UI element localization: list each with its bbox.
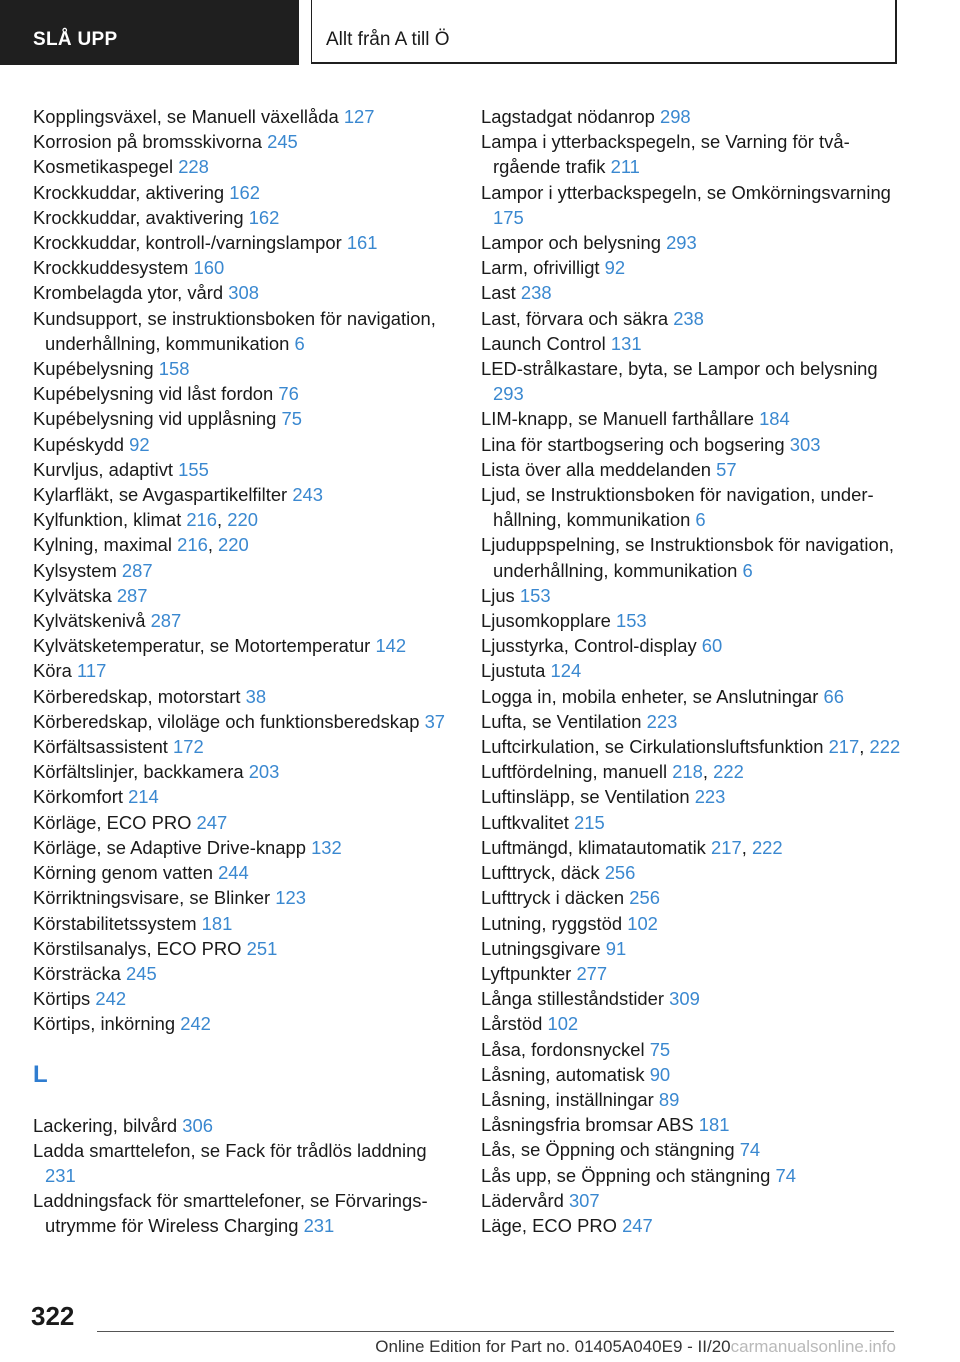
page-ref-link[interactable]: 142 [375,635,407,657]
index-entry-term: Lufttryck i däcken [481,887,625,909]
page-ref-link[interactable]: 293 [493,383,524,405]
page-ref-link[interactable]: 123 [275,887,306,909]
index-entry-term: Körkomfort [33,786,123,808]
page-ref-link[interactable]: 91 [605,937,627,959]
index-entry-term: Lampor i ytterbackspegeln, se Omkörningsvarning [481,181,891,203]
index-entry-term: Lampa i ytterbackspegeln, se Varning för tvårgående trafik [481,131,850,178]
page-ref-link[interactable]: 293 [666,232,697,254]
index-entry [33,1113,453,1138]
index-entry-term: Körstilsanalys, ECO PRO [33,937,242,959]
page-ref-link[interactable]: 38 [245,685,267,707]
index-entry-term: Ljusstyrka, Control-display [481,635,697,657]
page-ref-link[interactable]: 162 [229,181,260,203]
index-entry-term: Körläge, se Adaptive Drive-knapp [33,836,306,858]
index-entry [481,129,901,179]
index-entry-term: Luftmängd, klimatautomatik [481,836,706,858]
index-entry-term: Luftkvalitet [481,811,569,833]
index-entry-term: Last, förvara och säkra [481,307,669,329]
page-ref-link[interactable]: 131 [610,332,642,354]
index-entry-term: Krombelagda ytor, vård [33,282,224,304]
index-entry [481,255,901,280]
index-entry [33,482,453,507]
page-ref-link[interactable]: 303 [789,433,821,455]
index-entry [481,658,901,683]
index-entry [481,356,901,406]
index-entry-term: Lyftpunkter [481,962,572,984]
index-entry-term: Köra [33,660,72,682]
index-entry-term: Körfältsassistent [33,736,168,758]
index-entry [481,860,901,885]
page-ref-link[interactable]: 162 [248,206,280,228]
index-entry [481,1087,901,1112]
index-entry [33,860,453,885]
page-ref-link[interactable]: 6 [695,509,706,531]
index-entry-term: Körning genom vatten [33,862,213,884]
index-entry [33,558,453,583]
index-entry-term: Ljusomkopplare [481,610,611,632]
page-ref-link[interactable]: 228 [178,156,209,178]
page-ref-link[interactable]: 181 [201,912,233,934]
page-ref-link[interactable]: 153 [615,610,647,632]
page-ref-link[interactable]: 66 [823,685,844,707]
index-entry-term: Lädervård [481,1189,564,1211]
index-entry [33,784,453,809]
index-entry-term: Ljustuta [481,660,546,682]
page-ref-link[interactable]: 90 [649,1063,671,1085]
index-entry [481,835,901,860]
page-ref-link[interactable]: 160 [193,257,225,279]
index-entry [33,129,453,154]
index-entry-term: Kupéskydd [33,433,124,455]
page-ref-link[interactable]: 223 [646,710,678,732]
index-entry [481,104,901,129]
page-ref-separator: , [741,836,752,858]
index-entry [481,406,901,431]
page-ref-link[interactable]: 203 [248,761,280,783]
index-entry [481,684,901,709]
page-ref-link[interactable]: 184 [759,408,790,430]
index-entry [481,734,901,759]
index-entry [33,154,453,179]
index-entry [33,1188,453,1238]
page-ref-link[interactable]: 132 [311,836,342,858]
index-entry [481,961,901,986]
page-ref-link[interactable]: 298 [659,106,691,127]
page-ref-separator: , [217,509,228,531]
index-entry [481,1137,901,1162]
index-entry-term: Kopplingsväxel, se Manuell växellåda [33,106,339,127]
index-entry-term: Kylfunktion, klimat [33,509,182,531]
index-entry [33,709,453,734]
index-entry-term: Körriktningsvisare, se Blinker [33,887,271,909]
page-ref-link[interactable]: 308 [228,282,259,304]
page-ref-separator: , [859,736,870,758]
page-ref-link[interactable]: 217 [828,736,860,758]
index-entry [33,255,453,280]
index-entry-term: Långa stilleståndstider [481,988,664,1010]
index-entry [481,1163,901,1188]
index-entry [481,230,901,255]
page-ref-link[interactable]: 256 [604,862,636,884]
index-entry-term: Lista över alla meddelanden [481,458,712,480]
index-entry-term: Kurvljus, adaptivt [33,458,174,480]
page-ref-link[interactable]: 216 [177,534,208,556]
index-entry-term: Krockkuddar, aktivering [33,181,225,203]
page-ref-link[interactable]: 215 [574,811,605,833]
page-ref-link[interactable]: 6 [294,332,305,354]
footer-edition [375,1337,896,1357]
index-entry [33,885,453,910]
index-column-left [33,104,453,1239]
page-ref-link[interactable]: 216 [186,509,218,531]
page-ref-link[interactable]: 244 [218,862,249,884]
index-entry [481,885,901,910]
index-entry [33,986,453,1011]
index-entry-term: LIM-knapp, se Manuell farthållare [481,408,754,430]
index-entry [481,633,901,658]
index-entry [33,658,453,683]
index-entry [481,986,901,1011]
index-entry-term: Kundsupport, se instruktionsboken för navigation, underhållning, kommunikation [33,307,436,354]
page-ref-link[interactable]: 60 [701,635,723,657]
page-ref-link[interactable]: 247 [196,811,228,833]
index-entry-term: Ljuduppspelning, se Instruktionsbok för navigation, underhållning, kommunikation [481,534,895,581]
index-entry [481,709,901,734]
index-entry [481,482,901,532]
index-entry [481,180,901,230]
page-ref-link[interactable]: 172 [173,736,204,758]
index-entry-term: Ljud, se Instruktionsboken för navigation, underhållning, kommunikation [481,484,874,531]
index-entry [481,759,901,784]
index-entry-term: Lagstadgat nödanrop [481,106,655,127]
page-number: 322 [31,1301,75,1331]
page-ref-link[interactable]: 153 [519,584,551,606]
index-entry-term: Lås, se Öppning och stängning [481,1139,735,1161]
page-ref-link[interactable]: 75 [649,1038,671,1060]
page-ref-link[interactable]: 238 [520,282,552,304]
page-ref-link[interactable]: 223 [694,786,726,808]
index-entry-term: Lås upp, se Öppning och stängning [481,1164,771,1186]
index-entry [481,583,901,608]
index-entry-term: Låsningsfria bromsar ABS [481,1114,694,1136]
page-ref-link[interactable]: 245 [267,131,298,153]
index-entry [33,633,453,658]
index-entry-term: Logga in, mobila enheter, se Anslutningar [481,685,819,707]
section-letter: L [33,1060,48,1088]
index-entry-term: LED-strålkastare, byta, se Lampor och belysning [481,358,878,380]
index-entry [481,1037,901,1062]
page-ref-link[interactable]: 124 [550,660,582,682]
index-entry [33,734,453,759]
page-ref-link[interactable]: 57 [716,458,737,480]
index-entry [33,1138,453,1188]
index-entry-term: Kylvätskenivå [33,610,146,632]
page-ref-link[interactable]: 243 [292,484,323,506]
page-ref-link[interactable]: 222 [869,736,901,758]
page-ref-link[interactable]: 211 [610,156,640,178]
index-entry-term: Kylvätsketemperatur, se Motortemperatur [33,635,371,657]
index-entry [481,1188,901,1213]
page-ref-link[interactable]: 89 [658,1088,680,1110]
index-entry [33,835,453,860]
index-entry-term: Luftcirkulation, se Cirkulationsluftsfunktion [481,736,824,758]
index-entry [481,1062,901,1087]
watermark: carmanualsonline.info [730,1337,896,1356]
index-entry [33,684,453,709]
index-entry-term: Last [481,282,516,304]
index-entry-term: Lina för startbogsering och bogsering [481,433,785,455]
index-entry-term: Lutningsgivare [481,937,601,959]
index-entry-term: Körtips [33,988,91,1010]
page-ref-link[interactable]: 222 [713,761,744,783]
page-ref-link[interactable]: 287 [150,610,182,632]
index-entry [33,911,453,936]
page-ref-link[interactable]: 218 [672,761,703,783]
index-entry-term: Körstabilitetssystem [33,912,197,934]
page-ref-link[interactable]: 175 [493,206,524,228]
index-entry-term: Låsning, inställningar [481,1088,654,1110]
index-entry-term: Kupébelysning vid låst fordon [33,383,274,405]
index-entry-term: Krockkuddar, avaktivering [33,206,244,228]
page-ref-link[interactable]: 251 [246,937,278,959]
index-entry-term: Kupébelysning vid upplåsning [33,408,277,430]
index-entry [33,532,453,557]
index-entry [481,532,901,582]
page-ref-link[interactable]: 277 [576,962,608,984]
index-entry [33,381,453,406]
page-ref-link[interactable]: 181 [698,1114,730,1136]
index-entry [481,306,901,331]
page-ref-link[interactable]: 220 [227,509,258,531]
index-entry [33,356,453,381]
index-entry [33,306,453,356]
index-entry-term: Körberedskap, viloläge och funktionsberedskap [33,710,420,732]
page-ref-link[interactable]: 287 [116,584,148,606]
index-entry-term: Lutning, ryggstöd [481,912,623,934]
page-ref-link[interactable]: 158 [158,358,190,380]
index-entry [33,936,453,961]
index-entry [33,608,453,633]
index-column-right [481,104,901,1238]
index-entry-term: Låsa, fordonsnyckel [481,1038,645,1060]
page-ref-link[interactable]: 222 [751,836,783,858]
index-entry-term: Lufttryck, däck [481,862,600,884]
page-ref-link[interactable]: 75 [281,408,302,430]
index-entry-term: Krockkuddesystem [33,257,189,279]
page-ref-link[interactable]: 74 [739,1139,761,1161]
page-ref-link[interactable]: 242 [95,988,127,1010]
page-ref-link[interactable]: 220 [218,534,249,556]
footer-divider [97,1331,894,1332]
index-entry-term: Lårstöd [481,1013,543,1035]
index-entry-term: Luftinsläpp, se Ventilation [481,786,690,808]
page-ref-link[interactable]: 242 [180,1013,211,1035]
index-entry [481,1112,901,1137]
index-entry-term: Kupébelysning [33,358,154,380]
page-ref-link[interactable]: 287 [121,559,153,581]
page-ref-link[interactable]: 231 [45,1164,76,1186]
index-entry [481,1011,901,1036]
index-entry [33,759,453,784]
page-ref-link[interactable]: 256 [629,887,660,909]
index-entry-term: Kylning, maximal [33,534,172,556]
index-entry-term: Kylsystem [33,559,117,581]
page-ref-link[interactable]: 217 [711,836,742,858]
page-ref-link[interactable]: 102 [547,1013,579,1035]
page-ref-link[interactable]: 37 [424,710,446,732]
index-entry [481,608,901,633]
index-entry [33,104,453,129]
index-entry [481,911,901,936]
index-entry-term: Kosmetikaspegel [33,156,174,178]
index-entry [481,810,901,835]
index-entry-term: Körsträcka [33,962,121,984]
index-entry-term: Lampor och belysning [481,232,661,254]
index-entry [33,230,453,255]
index-entry-term: Körberedskap, motorstart [33,685,241,707]
page-ref-link[interactable]: 307 [568,1189,600,1211]
page-ref-link[interactable]: 247 [622,1214,653,1236]
index-entry [33,205,453,230]
index-entry-term: Ladda smarttelefon, se Fack för trådlös laddning [33,1139,427,1161]
page-ref-link[interactable]: 76 [278,383,299,405]
page-ref-link[interactable]: 309 [669,988,700,1010]
page-ref-link[interactable]: 102 [627,912,658,934]
page-ref-link[interactable]: 92 [129,433,150,455]
index-entry-term: Låsning, automatisk [481,1063,645,1085]
page-ref-link[interactable]: 238 [673,307,704,329]
index-entry [481,1213,901,1238]
index-entry [33,1011,453,1036]
footer-edition-text: Online Edition for Part no. 01405A040E9 - II/20 [375,1337,731,1356]
index-entry-term: Körtips, inkörning [33,1013,176,1035]
index-entry-term: Läge, ECO PRO [481,1214,617,1236]
index-entry-term: Lackering, bilvård [33,1114,178,1136]
page-ref-link[interactable]: 127 [343,106,375,127]
index-entry-term: Kylarfläkt, se Avgaspartikelfilter [33,484,288,506]
page-ref-link[interactable]: 117 [76,660,107,682]
index-entry [33,180,453,205]
header-tab-label: SLÅ UPP [33,29,118,50]
index-entry [33,457,453,482]
index-entry [481,457,901,482]
page-ref-link[interactable]: 155 [178,458,209,480]
index-entry [481,936,901,961]
index-entry [33,961,453,986]
index-entry-term: Ljus [481,584,515,606]
page-ref-link[interactable]: 92 [604,257,626,279]
index-entry [481,280,901,305]
index-entry-term: Körfältslinjer, backkamera [33,761,244,783]
header-tab[interactable] [0,0,299,65]
page-ref-separator: , [702,761,714,783]
page-ref-link[interactable]: 161 [346,232,378,254]
page-ref-link[interactable]: 245 [126,962,157,984]
index-entry-term: Kylvätska [33,584,112,606]
index-entry [33,280,453,305]
index-entry [33,583,453,608]
index-entry-term: Larm, ofrivilligt [481,257,600,279]
index-entry-term: Launch Control [481,332,606,354]
index-entry [33,810,453,835]
index-entry [33,432,453,457]
index-entry-term: Krockkuddar, kontroll-/varningslampor [33,232,342,254]
index-entry [481,331,901,356]
header-section-title: Allt från A till Ö [326,29,450,50]
index-entry-term: Luftfördelning, manuell [481,761,668,783]
index-entry [33,406,453,431]
page-ref-link[interactable]: 214 [128,786,159,808]
index-entry-term: Körläge, ECO PRO [33,811,192,833]
page-ref-link[interactable]: 306 [182,1114,213,1136]
page-ref-link[interactable]: 231 [303,1215,335,1237]
page-ref-link[interactable]: 6 [742,559,753,581]
index-entry [481,784,901,809]
page-ref-separator: , [207,534,219,556]
index-entry-term: Laddningsfack för smarttelefoner, se Förvaringsutrymme för Wireless Charging [33,1190,428,1237]
index-entry-term: Lufta, se Ventilation [481,710,642,732]
header-section [311,0,897,64]
page-ref-link[interactable]: 74 [775,1164,796,1186]
index-entry-term: Korrosion på bromsskivorna [33,131,262,153]
index-entry [33,507,453,532]
index-entry [481,432,901,457]
